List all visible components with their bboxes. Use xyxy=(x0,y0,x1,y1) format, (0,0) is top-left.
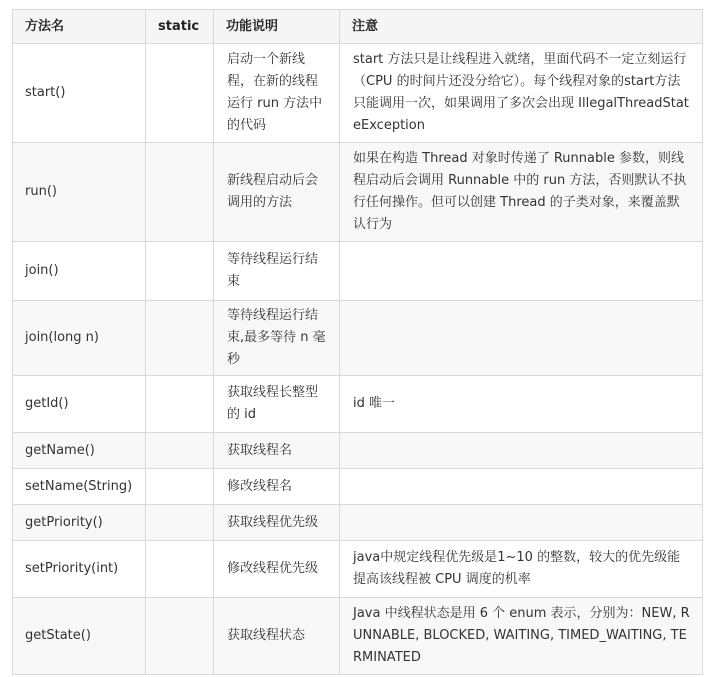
note-cell xyxy=(340,242,703,301)
function-cell: 修改线程优先级 xyxy=(214,541,340,598)
function-cell: 获取线程优先级 xyxy=(214,505,340,541)
static-cell xyxy=(146,143,214,242)
table-row xyxy=(13,242,703,301)
note-cell: java中规定线程优先级是1~10 的整数，较大的优先级能提高该线程被 CPU 调度的机率 xyxy=(340,541,703,598)
table-row xyxy=(13,505,703,541)
static-cell xyxy=(146,44,214,143)
static-cell xyxy=(146,433,214,469)
method-cell: setName(String) xyxy=(13,469,146,505)
note-cell xyxy=(340,469,703,505)
function-cell: 获取线程长整型的 id xyxy=(214,376,340,433)
header-static: static xyxy=(146,10,214,44)
note-cell: Java 中线程状态是用 6 个 enum 表示，分别为：NEW, RUNNABLE, BLOCKED, WAITING, TIMED_WAITING, TERMINATED xyxy=(340,598,703,675)
table-row xyxy=(13,598,703,675)
table-row xyxy=(13,433,703,469)
table-row xyxy=(13,469,703,505)
function-cell: 获取线程状态 xyxy=(214,598,340,675)
note-cell xyxy=(340,433,703,469)
method-cell: getState() xyxy=(13,598,146,675)
method-cell: getId() xyxy=(13,376,146,433)
note-cell: 如果在构造 Thread 对象时传递了 Runnable 参数，则线程启动后会调用 Runnable 中的 run 方法，否则默认不执行任何操作。但可以创建 Thread 的子类对象，来覆盖默认行为 xyxy=(340,143,703,242)
method-cell: join() xyxy=(13,242,146,301)
table-row xyxy=(13,301,703,376)
function-cell: 等待线程运行结束,最多等待 n 毫秒 xyxy=(214,301,340,376)
static-cell xyxy=(146,242,214,301)
static-cell xyxy=(146,301,214,376)
header-method: 方法名 xyxy=(13,10,146,44)
table-row xyxy=(13,44,703,143)
method-cell: run() xyxy=(13,143,146,242)
function-cell: 启动一个新线程，在新的线程运行 run 方法中的代码 xyxy=(214,44,340,143)
static-cell xyxy=(146,541,214,598)
table-row xyxy=(13,541,703,598)
thread-methods-table xyxy=(12,9,703,675)
table-row xyxy=(13,376,703,433)
function-cell: 等待线程运行结束 xyxy=(214,242,340,301)
note-cell: start 方法只是让线程进入就绪，里面代码不一定立刻运行（CPU 的时间片还没分给它）。每个线程对象的start方法只能调用一次，如果调用了多次会出现 IllegalThreadStateException xyxy=(340,44,703,143)
table-header-row xyxy=(13,10,703,44)
method-cell: getPriority() xyxy=(13,505,146,541)
function-cell: 获取线程名 xyxy=(214,433,340,469)
note-cell xyxy=(340,301,703,376)
note-cell: id 唯一 xyxy=(340,376,703,433)
header-function: 功能说明 xyxy=(214,10,340,44)
table-row xyxy=(13,143,703,242)
method-cell: getName() xyxy=(13,433,146,469)
static-cell xyxy=(146,376,214,433)
static-cell xyxy=(146,505,214,541)
method-cell: setPriority(int) xyxy=(13,541,146,598)
method-cell: join(long n) xyxy=(13,301,146,376)
note-cell xyxy=(340,505,703,541)
method-cell: start() xyxy=(13,44,146,143)
function-cell: 新线程启动后会调用的方法 xyxy=(214,143,340,242)
header-note: 注意 xyxy=(340,10,703,44)
static-cell xyxy=(146,469,214,505)
function-cell: 修改线程名 xyxy=(214,469,340,505)
static-cell xyxy=(146,598,214,675)
